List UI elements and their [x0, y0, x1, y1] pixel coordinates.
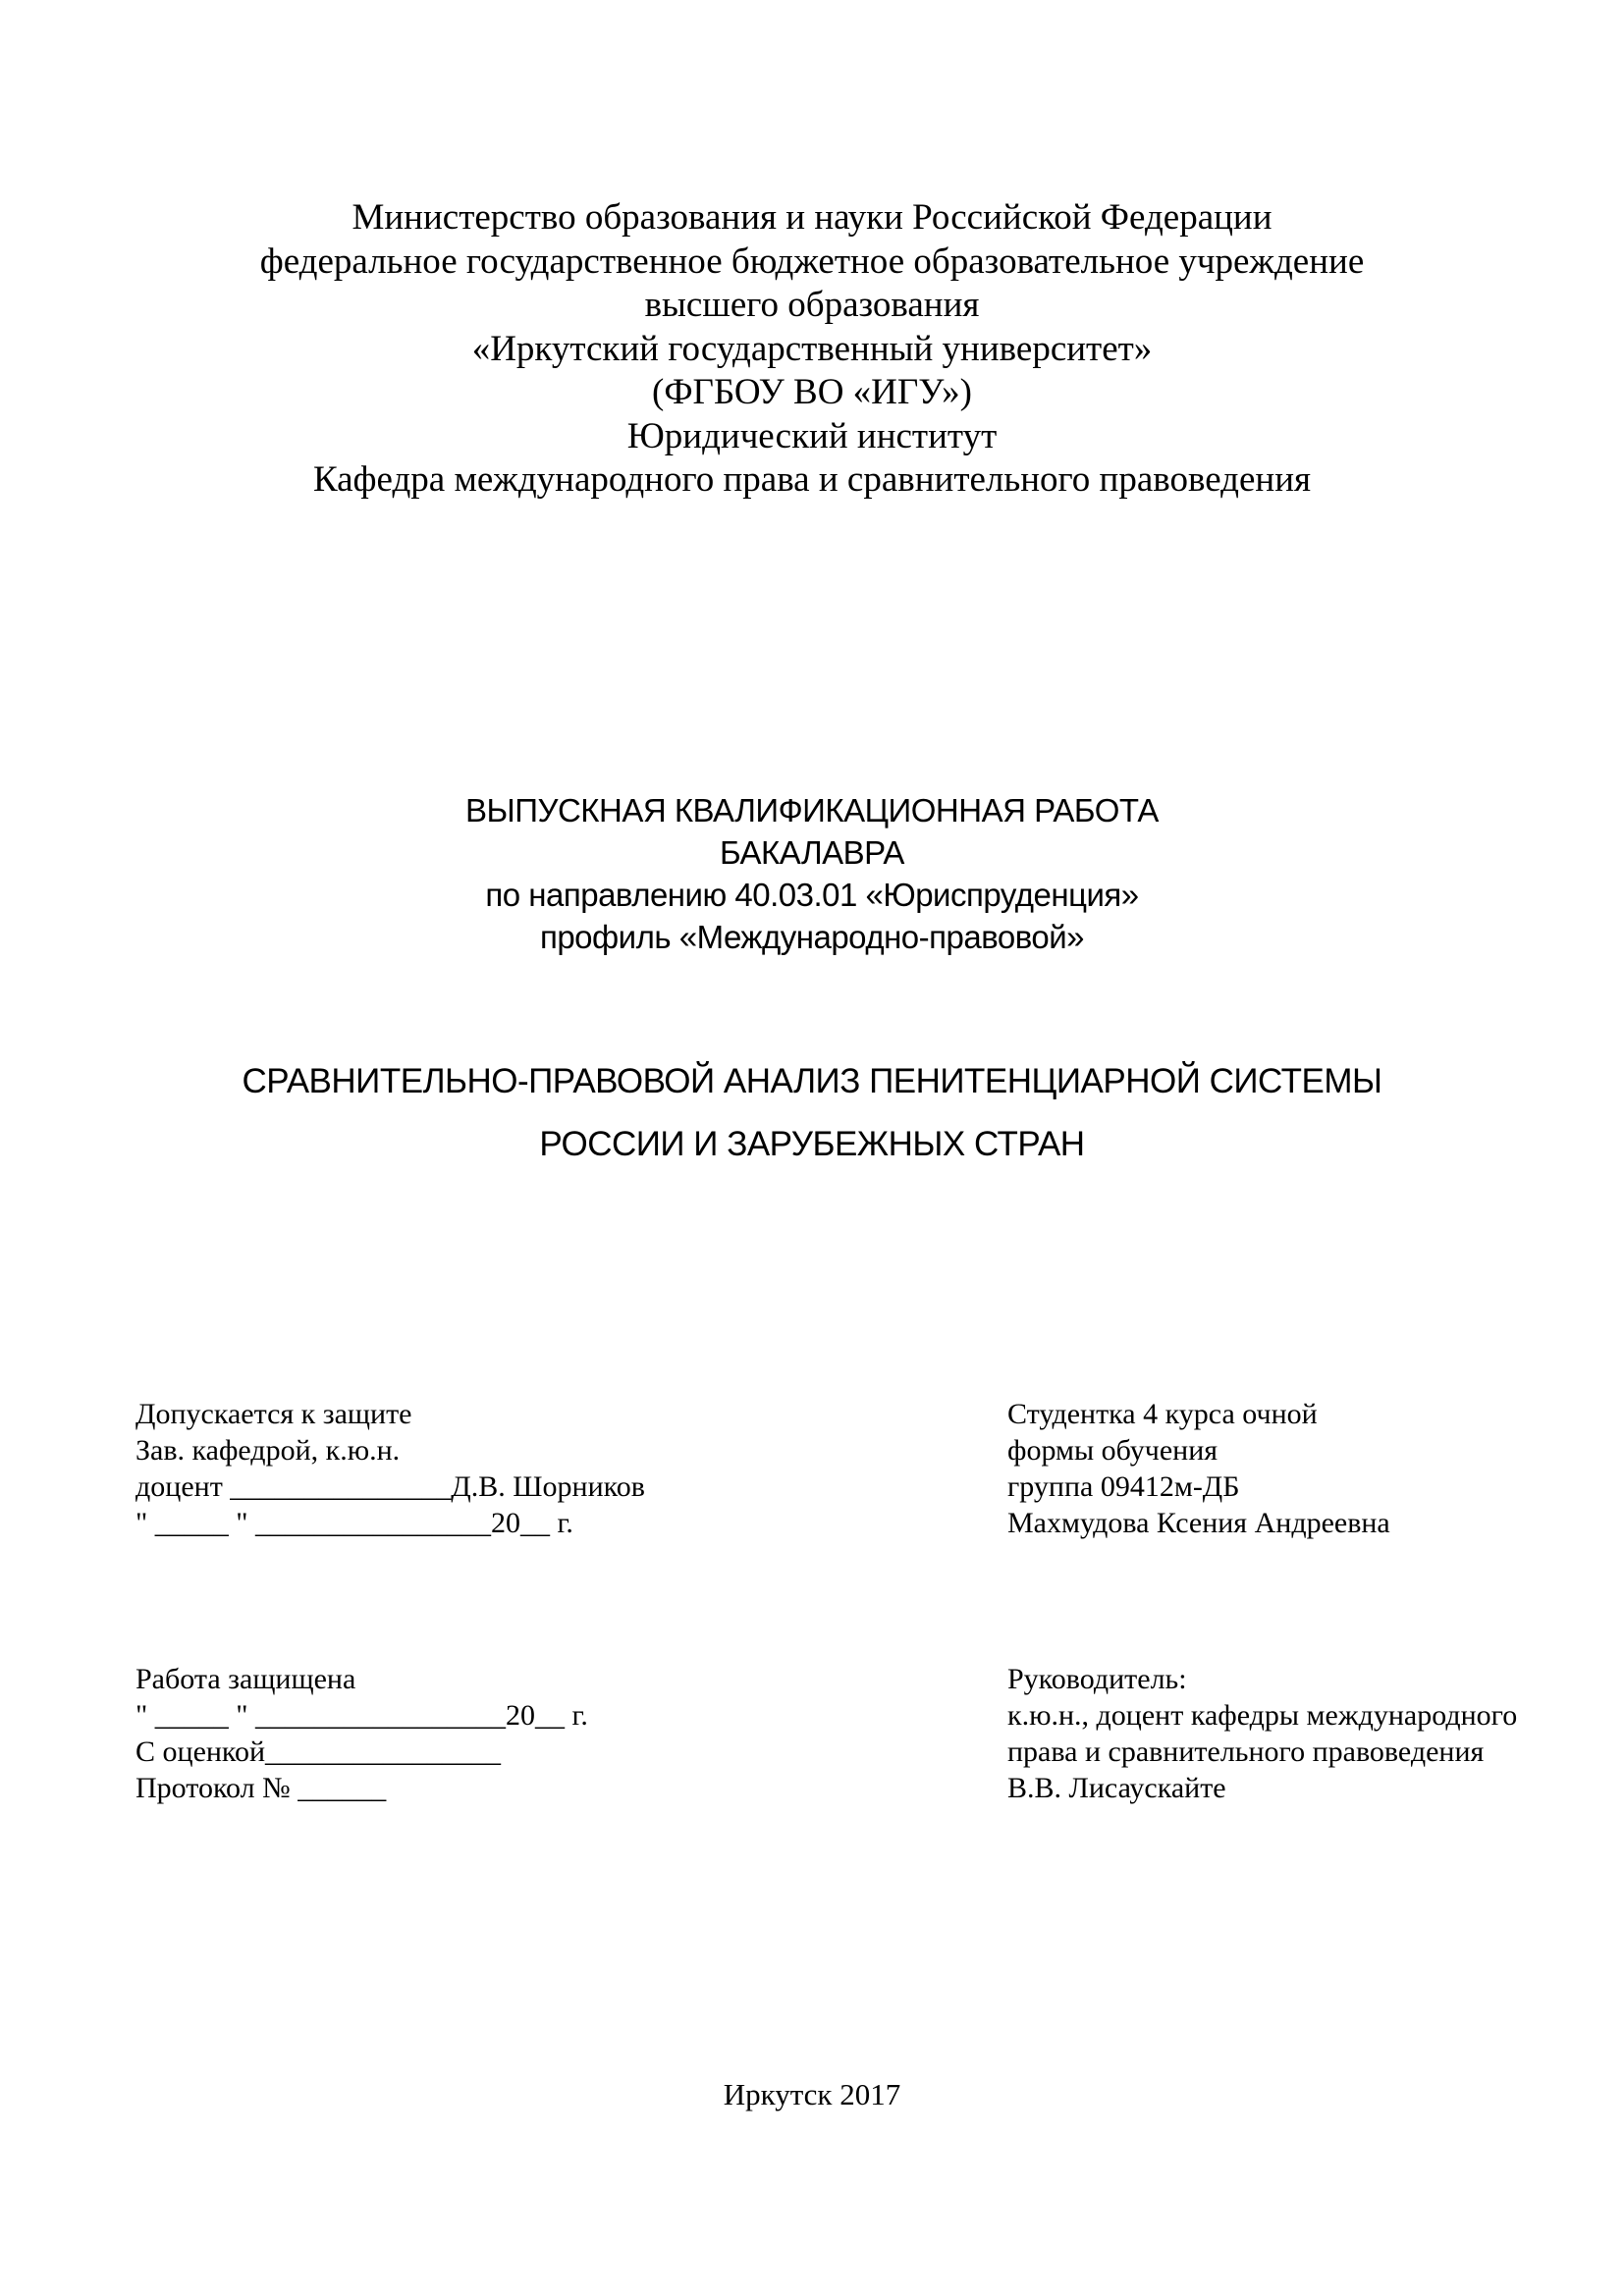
direction-line: по направлению 40.03.01 «Юриспруденция» — [485, 877, 1139, 913]
admission-line: Допускается к защите — [135, 1398, 412, 1430]
supervisor-heading: Руководитель: — [1007, 1663, 1187, 1695]
institution-type-line: федеральное государственное бюджетное образовательное учреждение — [259, 240, 1365, 282]
work-type-line: ВЫПУСКНАЯ КВАЛИФИКАЦИОННАЯ РАБОТА — [465, 792, 1159, 828]
defense-line: Работа защищена — [135, 1663, 356, 1695]
ministry-line: Министерство образования и науки Российской Федерации — [352, 197, 1272, 238]
institution-header — [0, 196, 1624, 503]
university-abbr-line: (ФГБОУ ВО «ИГУ») — [652, 372, 972, 412]
thesis-title-line: СРАВНИТЕЛЬНО-ПРАВОВОЙ АНАЛИЗ ПЕНИТЕНЦИАРНОЙ СИСТЕМЫ — [242, 1062, 1382, 1100]
work-type-block — [0, 789, 1624, 958]
defense-date-line: " _____ " _________________20__ г. — [135, 1699, 588, 1732]
student-line: формы обучения — [1007, 1434, 1218, 1467]
education-level-line: высшего образования — [644, 285, 980, 325]
admission-date-line: " _____ " ________________20__ г. — [135, 1507, 573, 1539]
admission-line: Зав. кафедрой, к.ю.н. — [135, 1434, 401, 1467]
institute-line: Юридический институт — [626, 415, 998, 456]
thesis-title — [0, 1050, 1624, 1176]
student-name-line: Махмудова Ксения Андреевна — [1007, 1507, 1390, 1539]
defense-block — [135, 1661, 588, 1806]
defense-protocol-line: Протокол № ______ — [135, 1772, 387, 1804]
student-group-line: группа 09412м-ДБ — [1007, 1470, 1240, 1503]
student-block — [1007, 1396, 1390, 1541]
profile-line: профиль «Международно-правовой» — [539, 919, 1085, 955]
student-line: Студентка 4 курса очной — [1007, 1398, 1318, 1430]
defense-grade-line: С оценкой________________ — [135, 1735, 502, 1768]
supervisor-line: права и сравнительного правоведения — [1007, 1735, 1485, 1768]
supervisor-line: к.ю.н., доцент кафедры международного — [1007, 1699, 1518, 1732]
admission-block — [135, 1396, 645, 1541]
university-name-line: «Иркутский государственный университет» — [471, 328, 1153, 369]
supervisor-block — [1007, 1661, 1517, 1806]
department-line: Кафедра международного права и сравнительного правоведения — [312, 459, 1312, 500]
thesis-title-line: РОССИИ И ЗАРУБЕЖНЫХ СТРАН — [539, 1125, 1085, 1163]
degree-line: БАКАЛАВРА — [720, 834, 904, 871]
city-year: Иркутск 2017 — [723, 2077, 901, 2111]
supervisor-name-line: В.В. Лисаускайте — [1007, 1772, 1226, 1804]
admission-signature-line: доцент _______________Д.В. Шорников — [135, 1470, 645, 1503]
